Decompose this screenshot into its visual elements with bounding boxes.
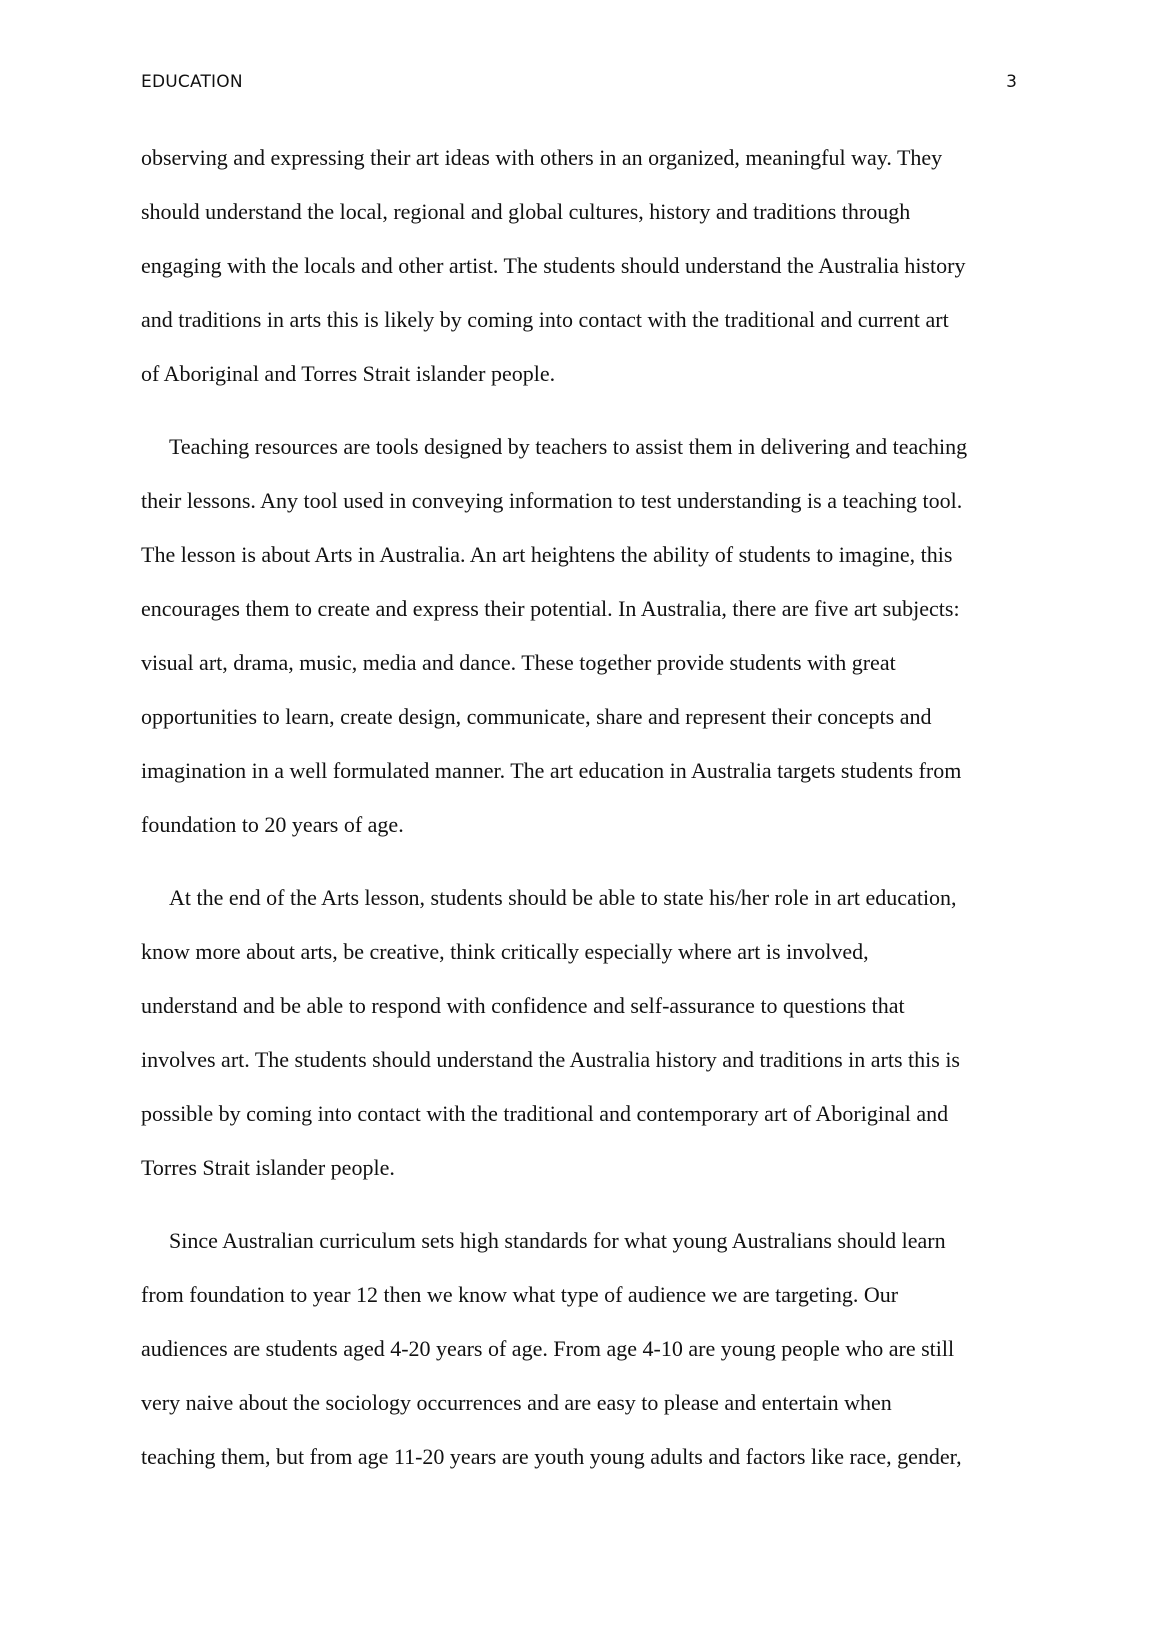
text-line: should understand the local, regional and global cultures, history and traditions through [141, 199, 911, 224]
paragraph [141, 420, 1021, 852]
text-line: encourages them to create and express their potential. In Australia, there are five art subjects: [141, 596, 960, 621]
text-line: At the end of the Arts lesson, students should be able to state his/her role in art education, [169, 885, 957, 910]
paragraph [141, 131, 1021, 401]
page-number: 3 [1006, 72, 1017, 92]
text-line: The lesson is about Arts in Australia. An art heightens the ability of students to imagine, this [141, 542, 953, 567]
text-line: visual art, drama, music, media and dance. These together provide students with great [141, 650, 896, 675]
text-line: teaching them, but from age 11-20 years are youth young adults and factors like race, gender, [141, 1444, 962, 1469]
text-line: observing and expressing their art ideas with others in an organized, meaningful way. They [141, 145, 943, 170]
text-line: audiences are students aged 4-20 years of age. From age 4-10 are young people who are still [141, 1336, 955, 1361]
text-line: understand and be able to respond with confidence and self-assurance to questions that [141, 993, 905, 1018]
text-line: very naive about the sociology occurrences and are easy to please and entertain when [141, 1390, 892, 1415]
text-line: involves art. The students should understand the Australia history and traditions in arts this is [141, 1047, 960, 1072]
body-text [141, 131, 1021, 1503]
text-line: foundation to 20 years of age. [141, 812, 404, 837]
text-line: know more about arts, be creative, think critically especially where art is involved, [141, 939, 869, 964]
text-line: of Aboriginal and Torres Strait islander people. [141, 361, 556, 386]
text-line: opportunities to learn, create design, communicate, share and represent their concepts and [141, 704, 932, 729]
running-head: EDUCATION [141, 72, 243, 92]
text-line: from foundation to year 12 then we know what type of audience we are targeting. Our [141, 1282, 899, 1307]
page-header [141, 72, 1017, 96]
text-line: possible by coming into contact with the traditional and contemporary art of Aboriginal and [141, 1101, 949, 1126]
paragraph [141, 871, 1021, 1195]
text-line: Teaching resources are tools designed by teachers to assist them in delivering and teaching [169, 434, 968, 459]
text-line: Torres Strait islander people. [141, 1155, 395, 1180]
text-line: Since Australian curriculum sets high standards for what young Australians should learn [169, 1228, 946, 1253]
text-line: engaging with the locals and other artist. The students should understand the Australia history [141, 253, 966, 278]
text-line: and traditions in arts this is likely by coming into contact with the traditional and current art [141, 307, 949, 332]
paragraph [141, 1214, 1021, 1484]
text-line: their lessons. Any tool used in conveying information to test understanding is a teaching tool. [141, 488, 963, 513]
text-line: imagination in a well formulated manner. The art education in Australia targets students from [141, 758, 962, 783]
